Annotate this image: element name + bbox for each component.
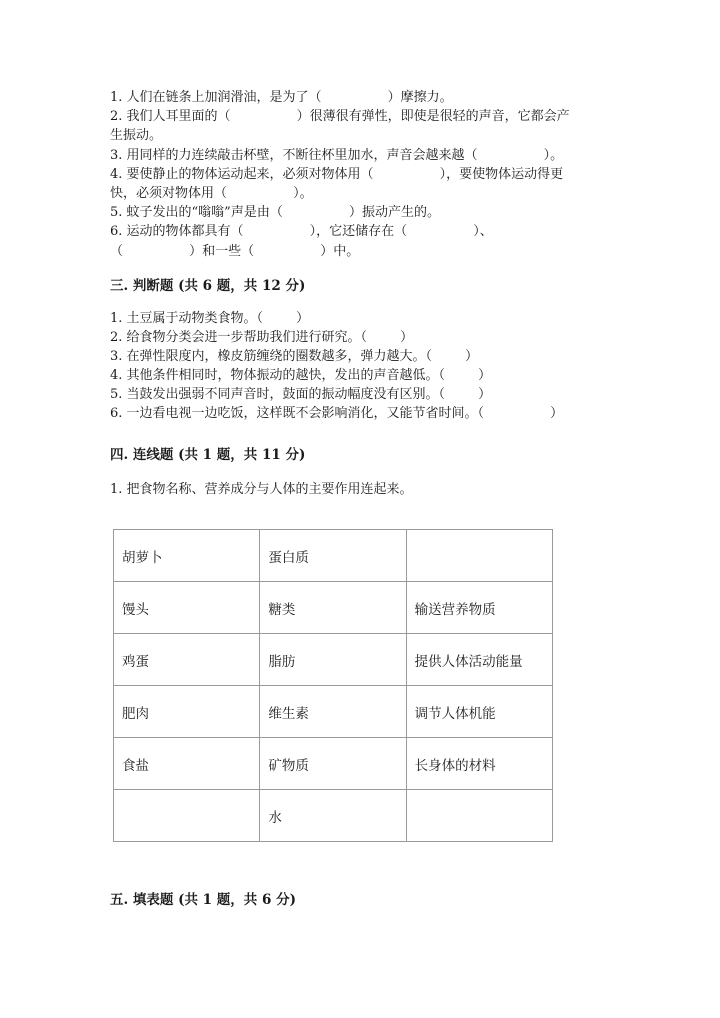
section-title-matching: 四. 连线题 (共 1 题，共 11 分) [110, 447, 306, 463]
question-line: 2. 我们人耳里面的（ ）很薄很有弹性，即使是很轻的声音，它都会产 [110, 109, 570, 125]
table-cell: 肥肉 [114, 686, 260, 738]
question-line: （ ）和一些（ ）中。 [110, 243, 360, 259]
table-cell: 胡萝卜 [114, 530, 260, 582]
table-cell: 鸡蛋 [114, 634, 260, 686]
question-line: 1. 人们在链条上加润滑油，是为了（ ）摩擦力。 [110, 90, 453, 105]
table-cell: 输送营养物质 [406, 582, 552, 634]
table-cell: 维生素 [260, 686, 406, 738]
judgement-item: 2. 给食物分类会进一步帮助我们进行研究。（ ） [110, 330, 414, 346]
table-row [114, 738, 553, 790]
question-line: 生振动。 [110, 128, 163, 144]
matching-table [113, 529, 553, 842]
question-line: 3. 用同样的力连续敲击杯壁，不断往杯里加水，声音会越来越（ ）。 [110, 147, 564, 163]
table-cell [114, 790, 260, 842]
table-cell: 长身体的材料 [406, 738, 552, 790]
matching-instruction: 1. 把食物名称、营养成分与人体的主要作用连起来。 [110, 482, 413, 497]
table-cell: 提供人体活动能量 [406, 634, 552, 686]
table-cell: 糖类 [260, 582, 406, 634]
judgement-item: 6. 一边看电视一边吃饭，这样既不会影响消化，又能节省时间。（ ） [110, 406, 564, 422]
section-title-judgement: 三. 判断题 (共 6 题，共 12 分) [110, 278, 306, 294]
table-cell [406, 530, 552, 582]
question-line: 4. 要使静止的物体运动起来，必须对物体用（ ），要使物体运动得更 [110, 166, 564, 182]
table-cell: 脂肪 [260, 634, 406, 686]
table-cell: 调节人体机能 [406, 686, 552, 738]
judgement-item: 4. 其他条件相同时，物体振动的越快，发出的声音越低。（ ） [110, 368, 492, 384]
judgement-item: 3. 在弹性限度内，橡皮筋缠绕的圈数越多，弹力越大。（ ） [110, 349, 479, 365]
table-row [114, 582, 553, 634]
table-cell [406, 790, 552, 842]
table-cell: 馒头 [114, 582, 260, 634]
section-title-fill-table: 五. 填表题 (共 1 题，共 6 分) [110, 892, 296, 908]
judgement-item: 5. 当鼓发出强弱不同声音时，鼓面的振动幅度没有区别。（ ） [110, 387, 492, 403]
table-cell: 水 [260, 790, 406, 842]
table-cell: 食盐 [114, 738, 260, 790]
question-line: 6. 运动的物体都具有（ ），它还储存在（ ）、 [110, 224, 493, 240]
table-row [114, 530, 553, 582]
judgement-questions [110, 309, 630, 424]
judgement-item: 1. 土豆属于动物类食物。（ ） [110, 311, 310, 326]
fill-blank-questions [110, 88, 620, 261]
table-row [114, 790, 553, 842]
table-cell: 矿物质 [260, 738, 406, 790]
question-line: 5. 蚊子发出的“嗡嗡”声是由（ ）振动产生的。 [110, 205, 440, 221]
table-row [114, 634, 553, 686]
question-line: 快，必须对物体用（ ）。 [110, 185, 313, 201]
table-row [114, 686, 553, 738]
table-cell: 蛋白质 [260, 530, 406, 582]
